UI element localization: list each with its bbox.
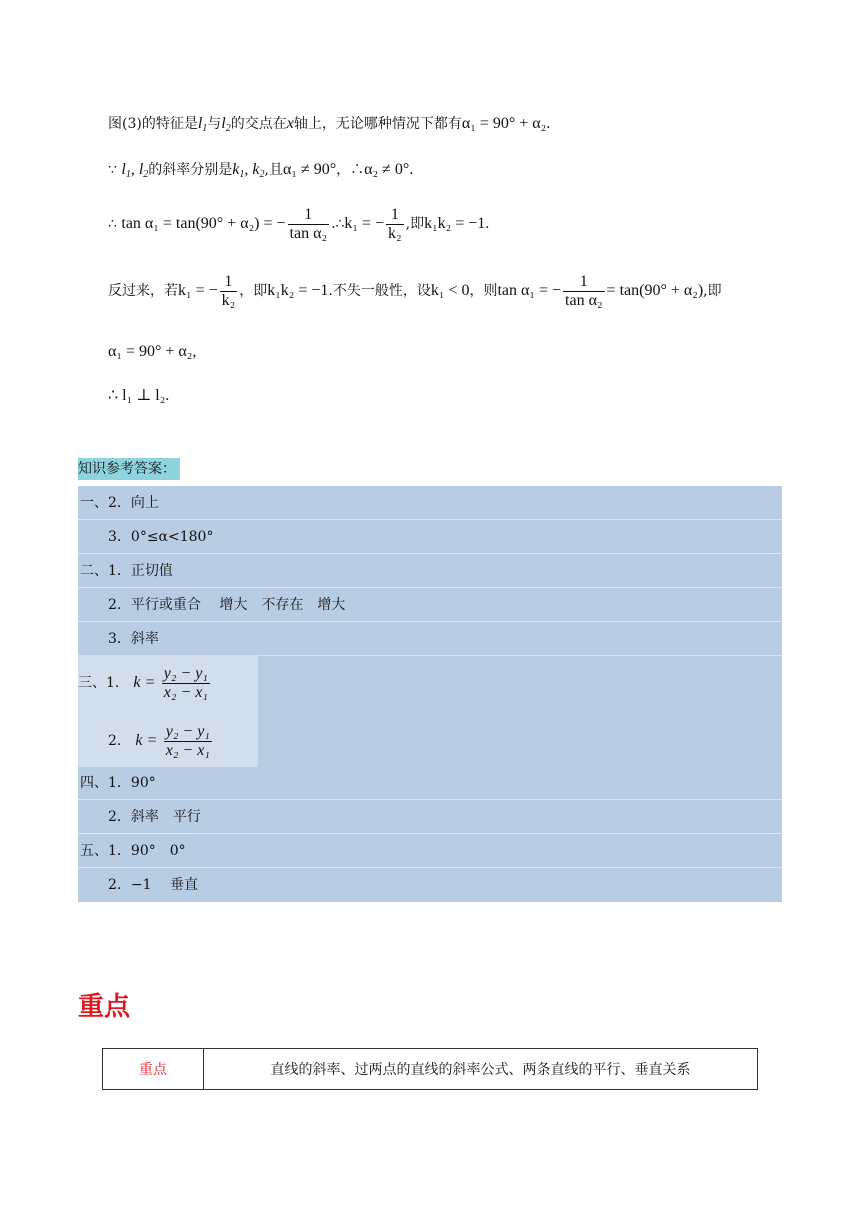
proof-line-3 [108, 205, 489, 243]
key-point-table [102, 1048, 758, 1090]
text: 的交点在 [230, 116, 287, 132]
answer-row [78, 554, 782, 588]
denominator: k₂ [388, 224, 402, 242]
numerator: 1 [224, 272, 233, 290]
denominator: x₂ − x₁ [165, 741, 210, 759]
math-condition: α₂ ≠ 0°. [364, 161, 414, 178]
answer-text: 3．0°≤α<180° [108, 529, 214, 545]
fraction [164, 724, 212, 759]
answer-text: 3．斜率 [108, 631, 159, 647]
math-l1-l2: $l_1$, $l_2$ [121, 161, 149, 180]
text: ,且 [264, 162, 283, 178]
proof-line-1 [108, 114, 550, 139]
answer-text: 二、1．正切值 [80, 563, 173, 579]
text: 反过来，若 [108, 283, 178, 299]
numerator: 1 [304, 205, 313, 223]
key-content-cell: 直线的斜率、过两点的直线的斜率公式、两条直线的平行、垂直关系 [204, 1049, 758, 1090]
math-x: x [286, 115, 294, 132]
text: 的斜率分别是 [148, 162, 233, 178]
math-expression: k = [133, 674, 156, 691]
math-expression: k₁ = − [178, 282, 218, 299]
formula-image-box [78, 655, 258, 767]
text: ，∴ [336, 162, 365, 178]
answer-text: 三、1． [78, 675, 129, 691]
answers-title: 知识参考答案： [78, 458, 180, 480]
denominator: tan α₂ [289, 224, 328, 242]
proof-line-2 [108, 160, 413, 185]
text: .不失一般性，设 [328, 283, 431, 299]
denominator: x₂ − x₁ [163, 683, 208, 701]
proof-line-6: ∴ l₁ ⊥ l₂. [108, 387, 170, 404]
answer-text: 2．−1 垂直 [108, 877, 198, 893]
math-expression: k = [135, 732, 158, 749]
answer-text: 一、2．向上 [80, 495, 159, 511]
math-expression: k₁k₂ = −1. [424, 215, 490, 232]
fraction [563, 274, 605, 309]
math-expression: tan α₁ = tan(90° + α₂) = − [121, 215, 286, 232]
answer-row [78, 520, 782, 554]
denominator: tan α₂ [565, 291, 603, 309]
answer-row [78, 588, 782, 622]
math-equation: α₁ = 90° + α₂. [461, 115, 551, 132]
answer-text: 2．平行或重合 增大 不存在 增大 [108, 597, 346, 613]
math-expression: = tan(90° + α₂) [606, 282, 704, 299]
because-symbol: ∵ [108, 162, 117, 178]
math-k1-k2: $k_1$, $k_2$ [232, 161, 265, 180]
numerator: 1 [390, 205, 399, 223]
text: ，则 [469, 283, 498, 299]
section-title: 重点 [78, 992, 131, 1022]
answer-row [78, 766, 782, 800]
denominator: k₂ [221, 291, 236, 309]
proof-line-4 [108, 272, 722, 310]
math-expression: tan α₁ = − [497, 282, 562, 299]
math-l1: $l_1$ [197, 115, 208, 134]
answer-text: 2．斜率 平行 [108, 809, 201, 825]
fraction [162, 666, 210, 701]
math-expression: k₁ < 0 [430, 282, 470, 299]
text: ，即 [239, 283, 268, 299]
math-l2: $l_2$ [221, 115, 231, 134]
formula-row-1 [78, 665, 212, 701]
text: .∴ [331, 216, 345, 232]
numerator: y₂ − y₁ [163, 664, 208, 682]
math-expression: k₁ = − [344, 215, 385, 232]
table-row [103, 1049, 758, 1090]
key-label-cell: 重点 [103, 1049, 204, 1090]
proof-line-5: α₁ = 90° + α₂, [108, 343, 197, 360]
text: ,即 [405, 216, 425, 232]
math-expression: k₁k₂ = −1 [267, 282, 329, 299]
text: 与 [207, 116, 222, 132]
fraction [220, 274, 238, 309]
text: 轴上，无论哪种情况下都有 [293, 116, 462, 132]
answer-text: 四、1．90° [80, 775, 156, 791]
answer-row [78, 834, 782, 868]
answer-text: 五、1．90° 0° [80, 843, 186, 859]
answer-text: 2． [108, 733, 131, 749]
fraction [288, 207, 330, 242]
therefore-symbol: ∴ [108, 216, 117, 232]
answer-row [78, 800, 782, 834]
answer-row [78, 486, 782, 520]
numerator: y₂ − y₁ [165, 722, 210, 740]
fraction [386, 207, 404, 242]
answer-row [78, 868, 782, 902]
numerator: 1 [579, 272, 588, 290]
math-condition: α₁ ≠ 90° [282, 161, 337, 178]
formula-row-2 [108, 723, 214, 759]
text: ,即 [703, 283, 722, 299]
text: 图(3)的特征是 [108, 116, 198, 132]
answer-row [78, 622, 782, 656]
